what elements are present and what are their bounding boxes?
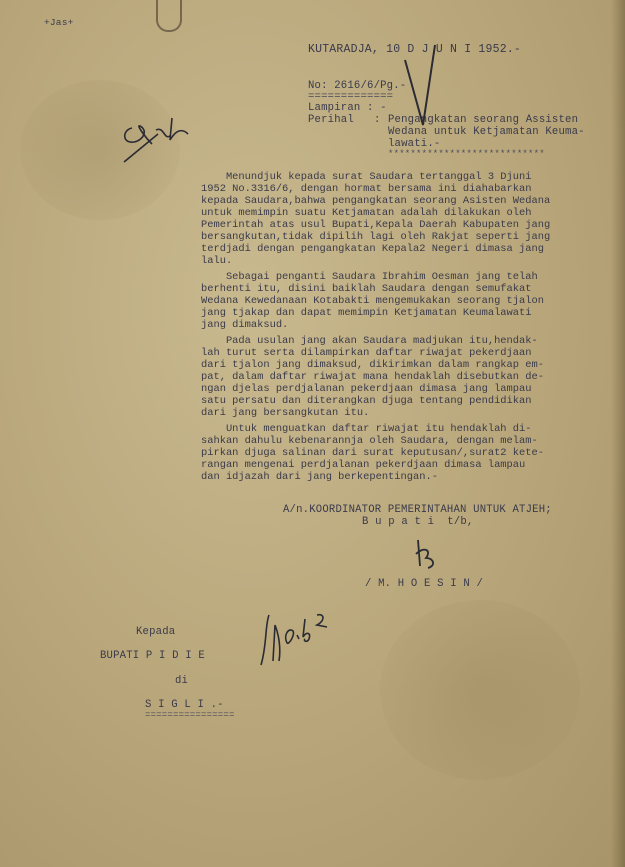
body-line: terdjadi dengan pengangkatan Kepala2 Negeri dimasa jang xyxy=(201,243,544,255)
body-line: 1952 No.3316/6, dengan hormat bersama ini diahabarkan xyxy=(201,183,532,195)
body-line: Wedana Kewedanaan Kotabakti mengemukakan seorang tjalon xyxy=(201,295,544,307)
body-line: berhenti itu, disini baiklah Saudara dengan semufakat xyxy=(201,283,532,295)
signature-title: B u p a t i t/b, xyxy=(362,516,474,528)
margin-note-rek-handwriting xyxy=(118,100,198,170)
perihal-colon: : xyxy=(374,114,381,126)
body-line: rangan mengenai perdjalanan pekerdjaan dimasa lampau xyxy=(201,459,526,471)
paper-edge-shadow xyxy=(611,0,625,867)
body-line: Sebagai penganti Saudara Ibrahim Oesman jang telah xyxy=(201,271,538,283)
perihal-line: Wedana untuk Ketjamatan Keuma- xyxy=(388,126,585,138)
signature-office: A/n.KOORDINATOR PEMERINTAHAN UNTUK ATJEH; xyxy=(283,504,552,516)
perihal-line: lawati.- xyxy=(388,138,441,150)
body-line: bersangkutan,tidak dipilih lagi oleh Rakjat seperti jang xyxy=(201,231,551,243)
reference-number: No: 2616/6/Pg.- xyxy=(308,80,407,92)
perihal-line: Pengangkatan seorang Assisten xyxy=(388,114,579,126)
addressee-city-underline: ================ xyxy=(145,710,235,720)
perihal-underline: **************************** xyxy=(388,149,545,159)
body-line: dari tjalon jang dimaksud, dikirimkan dalam rangkap em- xyxy=(201,359,544,371)
corner-mark: +Jas+ xyxy=(44,17,74,28)
addressee-city: S I G L I .- xyxy=(145,699,224,711)
body-line: satu persatu dan diterangkan djuga tentang pendidikan xyxy=(201,395,532,407)
pen-check-mark xyxy=(395,40,445,130)
body-line: pat, dalam daftar riwajat mana hendaklah disebutkan de- xyxy=(201,371,544,383)
body-line: pirkan djuga salinan dari surat keputusan/,surat2 kete- xyxy=(201,447,544,459)
body-line: jang tjakap dan dapat memimpin Ketjamatan Keumalawati xyxy=(201,307,532,319)
paper-stain xyxy=(380,600,580,780)
body-line: kepada Saudara,bahwa pengangkatan seorang Asisten Wedana xyxy=(201,195,551,207)
body-line: jang dimaksud. xyxy=(201,319,289,331)
punch-hole xyxy=(156,0,182,32)
signatory-name: / M. H O E S I N / xyxy=(365,578,484,590)
signature-initials xyxy=(410,536,440,572)
body-line: dan idjazah dari jang berkepentingan.- xyxy=(201,471,438,483)
lampiran: Lampiran : - xyxy=(308,102,387,114)
body-line: dari jang bersangkutan itu. xyxy=(201,407,370,419)
handwritten-date-note xyxy=(255,605,355,670)
body-line: lah turut serta dilampirkan daftar riwajat pekerdjaan xyxy=(201,347,532,359)
addressee-recipient: BUPATI P I D I E xyxy=(100,650,205,662)
addressee-kepada: Kepada xyxy=(136,626,176,638)
body-line: Menundjuk kepada surat Saudara tertanggal 3 Djuni xyxy=(201,171,532,183)
addressee-di: di xyxy=(175,675,189,687)
body-line: untuk memimpin suatu Ketjamatan adalah dilakukan oleh xyxy=(201,207,532,219)
perihal-label: Perihal xyxy=(308,114,354,126)
body-line: sahkan dahulu kebenarannja oleh Saudara, dengan melam- xyxy=(201,435,538,447)
body-line: Pada usulan jang akan Saudara madjukan itu,hendak- xyxy=(201,335,538,347)
reference-underline: ============= xyxy=(308,91,394,103)
body-line: ngan djelas perdjalanan pekerdjaan dimasa jang lampau xyxy=(201,383,532,395)
place-date: KUTARADJA, 10 D J U N I 1952.- xyxy=(308,43,522,56)
body-line: Pemerintah atas usul Bupati,Kepala Daerah Kabupaten jang xyxy=(201,219,551,231)
body-line: Untuk menguatkan daftar riwajat itu hendaklah di- xyxy=(201,423,532,435)
body-line: lalu. xyxy=(201,255,233,267)
